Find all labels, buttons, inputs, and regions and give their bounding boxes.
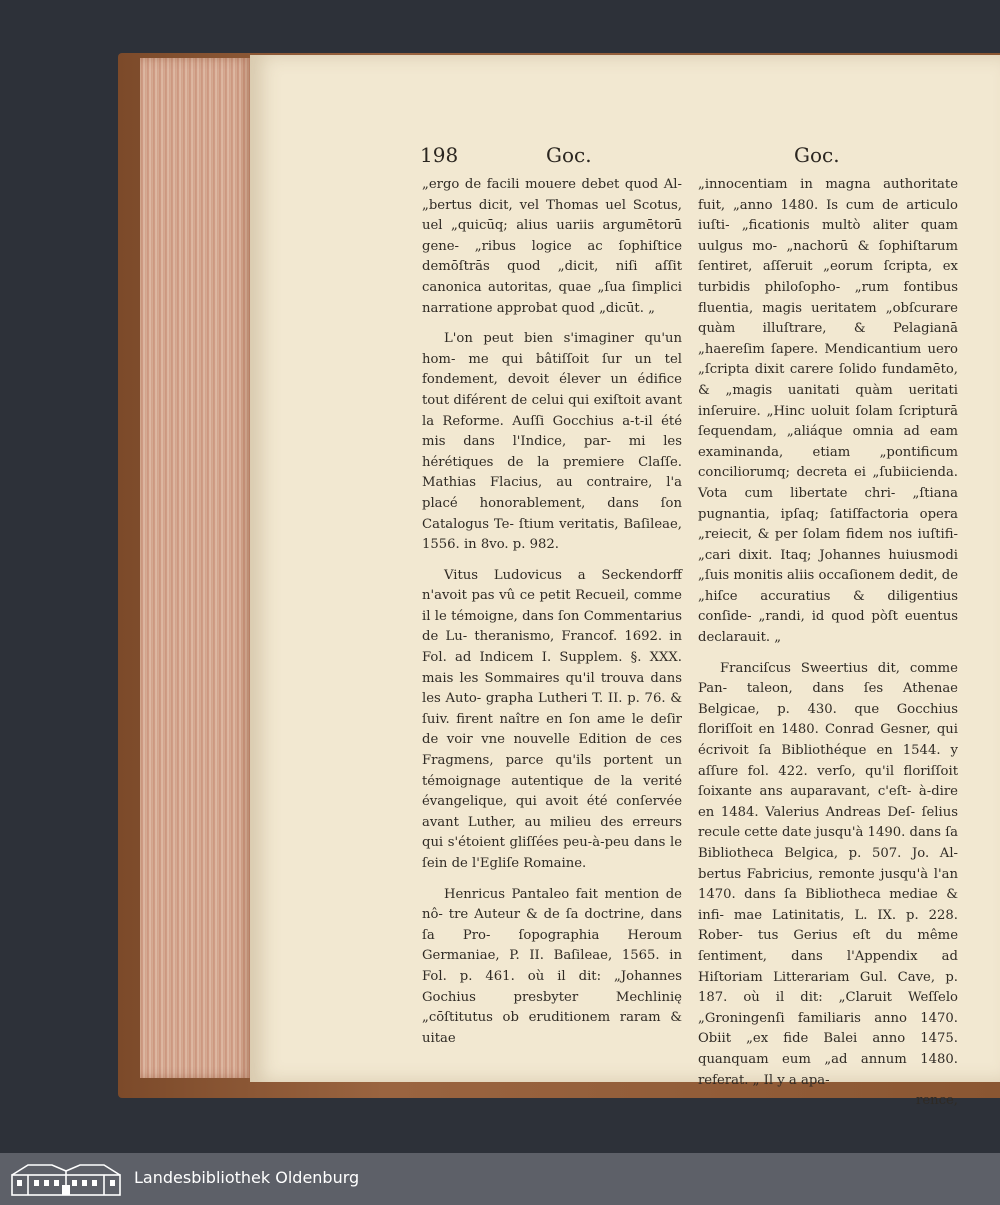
left-text-column [422, 175, 682, 1059]
left-running-head: Goc. [546, 143, 592, 167]
running-header [420, 143, 960, 173]
paragraph: Vitus Ludovicus a Seckendorff n'avoit pas vû ce petit Recueil, comme il le témoigne, dans ſon Commentarius de Lu- theranismo, Francof. 1692. in Fol. ad Indicem I. Supplem. §. XXX. mais les Sommaires qu'il trouva dans les Auto- grapha Lutheri T. II. p. 76. & ſuiv. firent naître en ſon ame le deſir de voir vne nouvelle Edition de ces Fragmens, parce qu'ils portent un témoignage autentique de la verité évangelique, qui avoit été conſervée avant Luther, au milieu des erreurs qui s'étoient gliſſées peu-à-peu dans le ſein de l'Egliſe Romaine. [422, 567, 682, 871]
page-fore-edge [140, 58, 252, 1078]
page-number: 198 [420, 143, 459, 167]
paragraph: Henricus Pantaleo fait mention de nô- tre Auteur & de ſa doctrine, dans ſa Pro- ſopographia Heroum Germaniae, P. II. Baſileae, 1565. in Fol. p. 461. où il dit: „Johannes Gochius presbyter Mechlinię „cōſtitutus ob eruditionem raram & uitae [422, 886, 682, 1046]
right-running-head: Goc. [794, 143, 840, 167]
library-building-logo-icon [8, 1161, 124, 1197]
right-text-column [698, 175, 958, 1122]
paragraph: Franciſcus Sweertius dit, comme Pan- taleon, dans ſes Athenae Belgicae, p. 430. que Gocchius floriſſoit en 1480. Conrad Gesner, qui écrivoit ſa Bibliothéque en 1544. y aſſure fol. 422. verſo, qu'il floriſſoit ſoixante ans auparavant, c'eſt- à-dire en 1484. Valerius Andreas Deſ- ſelius recule cette date jusqu'à 1490. dans ſa Bibliotheca Belgica, p. 507. Jo. Al- bertus Fabricius, remonte jusqu'à l'an 1470. dans ſa Bibliotheca mediae & infi- mae Latinitatis, L. IX. p. 228. Rober- tus Gerius eſt du même ſentiment, dans l'Appendix ad Hiſtoriam Litterariam Gul. Cave, p. 187. où il dit: „Claruit Weſſelo „Groningenſi familiaris anno 1470. Obiit „ex fide Balei anno 1475. quanquam eum „ad annum 1480. referat. „ Il y a apa- [698, 660, 958, 1088]
paragraph: „innocentiam in magna authoritate fuit, „anno 1480. Is cum de articulo iuſti- „ficationis multò aliter quam uulgus mo- „nachorū & ſophiſtarum ſentiret, aſſeruit „eorum ſcripta, ex turbidis philoſopho- „rum fontibus fluentia, magis ueritatem „obſcurare quàm illuſtrare, & Pelagianā „haereſim ſapere. Mendicantium uero „ſcripta dixit carere ſolido fundamēto, & „magis uanitati quàm ueritati inſeruire. „Hinc uoluit ſolam ſcripturā ſequendam, „aliáque omnia ad eam examinanda, etiam „pontificum conciliorumq; decreta ei „ſubiicienda. Vota cum libertate chri- „ſtiana pugnantia, ipſaq; ſatiſfactoria opera „reiecit, & per ſolam fidem nos iuſtifi- „cari dixit. Itaq; Johannes huiusmodi „ſuis monitis aliis occaſionem dedit, de „hiſce accuratius & diligentius conſide- „randi, id quod pòſt euentus declarauit. „ [698, 177, 958, 646]
catchword: rence, [916, 1093, 958, 1109]
footer-bar [0, 1153, 1000, 1205]
paragraph: L'on peut bien s'imaginer qu'un hom- me qui bâtiſſoit ſur un tel fondement, devoit élever un édifice tout diférent de celui qui exiſtoit avant la Reforme. Auſſi Gocchius a-t-il été mis dans l'Indice, par- mi les hérétiques de la premiere Claſſe. Mathias Flacius, au contraire, l'a placé honorablement, dans ſon Catalogus Te- ſtium veritatis, Baſileae, 1556. in 8vo. p. 982. [422, 331, 682, 553]
library-name: Landesbibliothek Oldenburg [134, 1168, 360, 1187]
paragraph: „ergo de facili mouere debet quod Al- „bertus dicit, vel Thomas uel Scotus, uel „quicūq; alius uariis argumētorū gene- „ribus logice ac ſophiſtice demōſtrās quod „dicit, niſi aſſit canonica autoritas, quae „ſua ſimplici narratione approbat quod „dicūt. „ [422, 177, 682, 316]
